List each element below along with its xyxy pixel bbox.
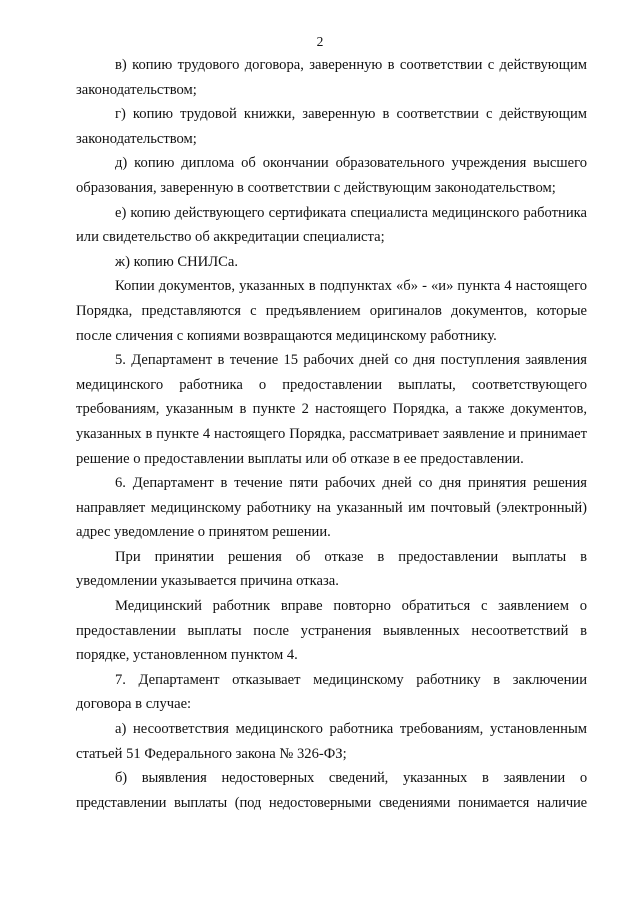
paragraph-section-6: 6. Департамент в течение пяти рабочих дней со дня принятия решения направляет медицинскому работнику на указанный им почтовый (электронный) адрес уведомление о принятом решении. xyxy=(76,475,587,541)
paragraph-section-7: 7. Департамент отказывает медицинскому работнику в заключении договора в случае: xyxy=(76,671,587,713)
paragraph-item-e: е) копию действующего сертификата специалиста медицинского работника или свидетельство об аккредитации специалиста; xyxy=(76,204,587,246)
paragraph-reapply: Медицинский работник вправе повторно обратиться с заявлением о предоставлении выплаты после устранения выявленных несоответствий в порядке, установленном пунктом 4. xyxy=(76,598,587,664)
paragraph-item-v: в) копию трудового договора, заверенную в соответствии с действующим законодательством; xyxy=(76,57,587,98)
paragraph-refusal-reason: При принятии решения об отказе в предоставлении выплаты в уведомлении указывается причина отказа. xyxy=(76,548,587,590)
paragraph-copies-note: Копии документов, указанных в подпунктах «б» - «и» пункта 4 настоящего Порядка, представляются с предъявлением оригиналов документов, которые после сличения с копиями возвращаются медицинскому работнику. xyxy=(76,278,587,344)
paragraph-item-b: б) выявления недостоверных сведений, указанных в заявлении о представлении выплаты (под недостоверными сведениями понимается наличие xyxy=(76,770,587,811)
paragraph-item-zh: ж) копию СНИЛСа. xyxy=(115,253,238,270)
paragraph-section-5: 5. Департамент в течение 15 рабочих дней со дня поступления заявления медицинского работника о предоставлении выплаты, соответствующего требованиям, указанным в пункте 2 настоящего Порядка, а также документов, указанных в пункте 4 настоящего Порядка, рассматривает заявление и принимает решение о предоставлении выплаты или об отказе в ее предоставлении. xyxy=(76,352,587,467)
paragraph-item-g: г) копию трудовой книжки, заверенную в соответствии с действующим законодательством; xyxy=(76,106,587,147)
document-body xyxy=(76,53,587,815)
page-number: 2 xyxy=(316,34,324,49)
paragraph-item-d: д) копию диплома об окончании образовательного учреждения высшего образования, заверенную в соответствии с действующим законодательством; xyxy=(76,155,587,196)
paragraph-item-a: а) несоответствия медицинского работника требованиям, установленным статьей 51 Федерального закона № 326-ФЗ; xyxy=(76,721,587,762)
